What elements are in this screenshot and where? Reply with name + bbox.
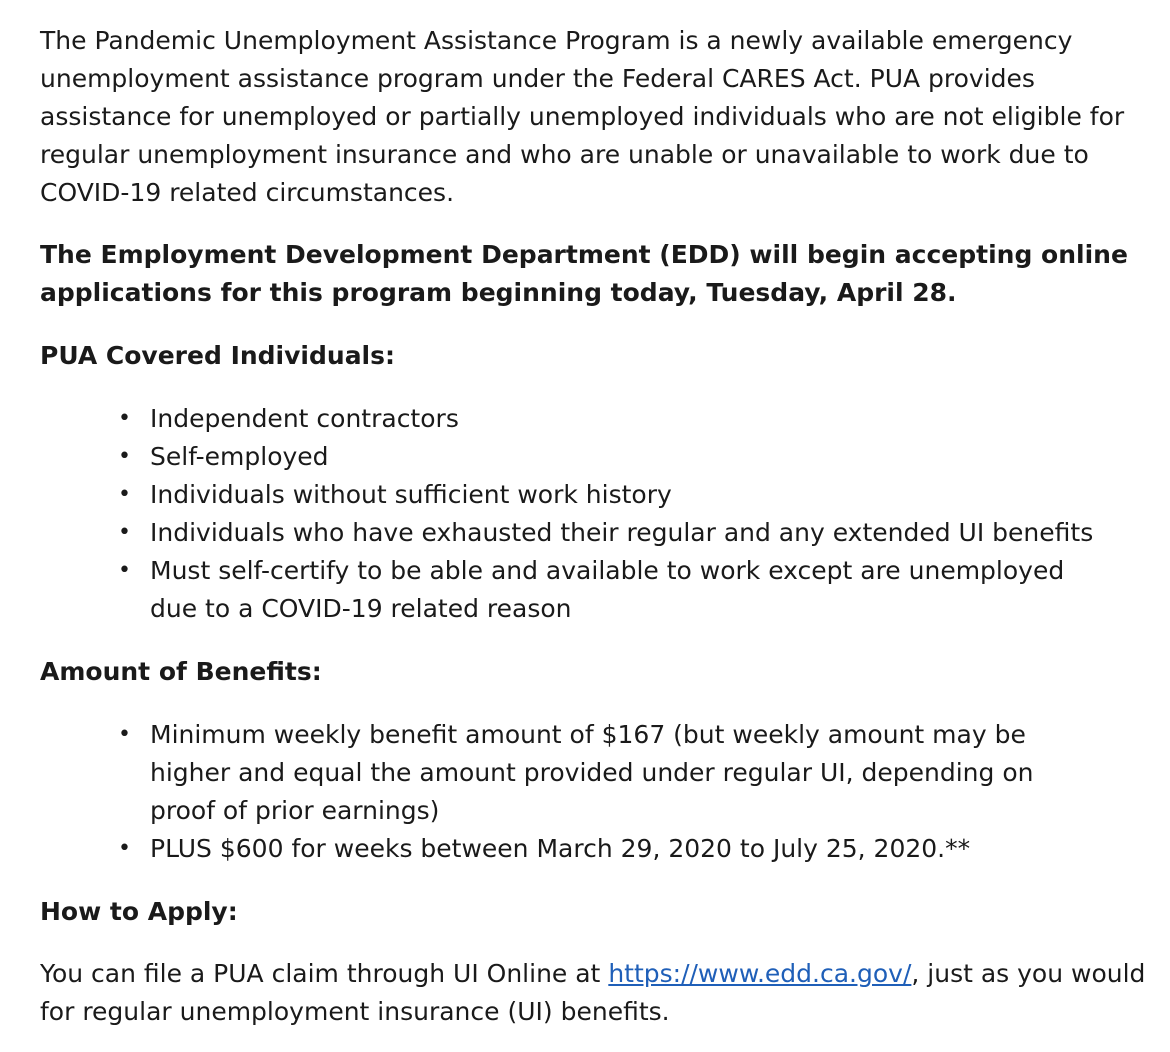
list-item-text: Must self-certify to be able and available to work except are unemployed due to a COVID-19 related reason xyxy=(150,556,1065,623)
list-item xyxy=(118,514,1150,552)
bullet-icon: • xyxy=(118,558,131,583)
intro-paragraph: The Pandemic Unemployment Assistance Program is a newly available emergency unemployment assistance program under the Federal CARES Act. PUA provides assistance for unemployed or partially unemployed individuals who are not eligible for regular unemployment insurance and who are unable or unavailable to work due to COVID-19 related circumstances. xyxy=(40,26,1125,207)
list-item-text: Individuals who have exhausted their regular and any extended UI benefits xyxy=(150,518,1094,547)
bullet-icon: • xyxy=(118,482,131,507)
list-item xyxy=(118,476,1150,514)
amount-of-benefits-heading: Amount of Benefits: xyxy=(40,657,322,686)
apply-text-after: , just as you would for regular unemployment insurance (UI) benefits. xyxy=(40,959,1146,1026)
list-item-text: PLUS $600 for weeks between March 29, 2020 to July 25, 2020.** xyxy=(150,834,971,863)
apply-paragraph xyxy=(40,955,1150,1031)
covered-individuals-list xyxy=(40,400,1150,628)
bullet-icon: • xyxy=(118,520,131,545)
covered-individuals-heading: PUA Covered Individuals: xyxy=(40,341,396,370)
list-item xyxy=(118,400,1150,438)
apply-text-before: You can file a PUA claim through UI Online at xyxy=(40,959,609,988)
list-item xyxy=(118,438,1150,476)
bullet-icon: • xyxy=(118,444,131,469)
list-item xyxy=(118,552,1110,628)
list-item xyxy=(118,716,1080,830)
list-item-text: Minimum weekly benefit amount of $167 (but weekly amount may be higher and equal the amount provided under regular UI, depending on proof of prior earnings) xyxy=(150,720,1034,825)
edd-website-link[interactable]: https://www.edd.ca.gov/ xyxy=(608,959,912,988)
bullet-icon: • xyxy=(118,406,131,431)
list-item-text: Independent contractors xyxy=(150,404,459,433)
list-item-text: Self-employed xyxy=(150,442,329,471)
benefits-list xyxy=(40,716,1150,868)
how-to-apply-heading: How to Apply: xyxy=(40,897,238,926)
list-item xyxy=(118,830,1150,868)
bullet-icon: • xyxy=(118,722,131,747)
bullet-icon: • xyxy=(118,836,131,861)
announcement-paragraph: The Employment Development Department (EDD) will begin accepting online applications for this program beginning today, Tuesday, April 28. xyxy=(40,240,1128,307)
list-item-text: Individuals without sufficient work history xyxy=(150,480,672,509)
